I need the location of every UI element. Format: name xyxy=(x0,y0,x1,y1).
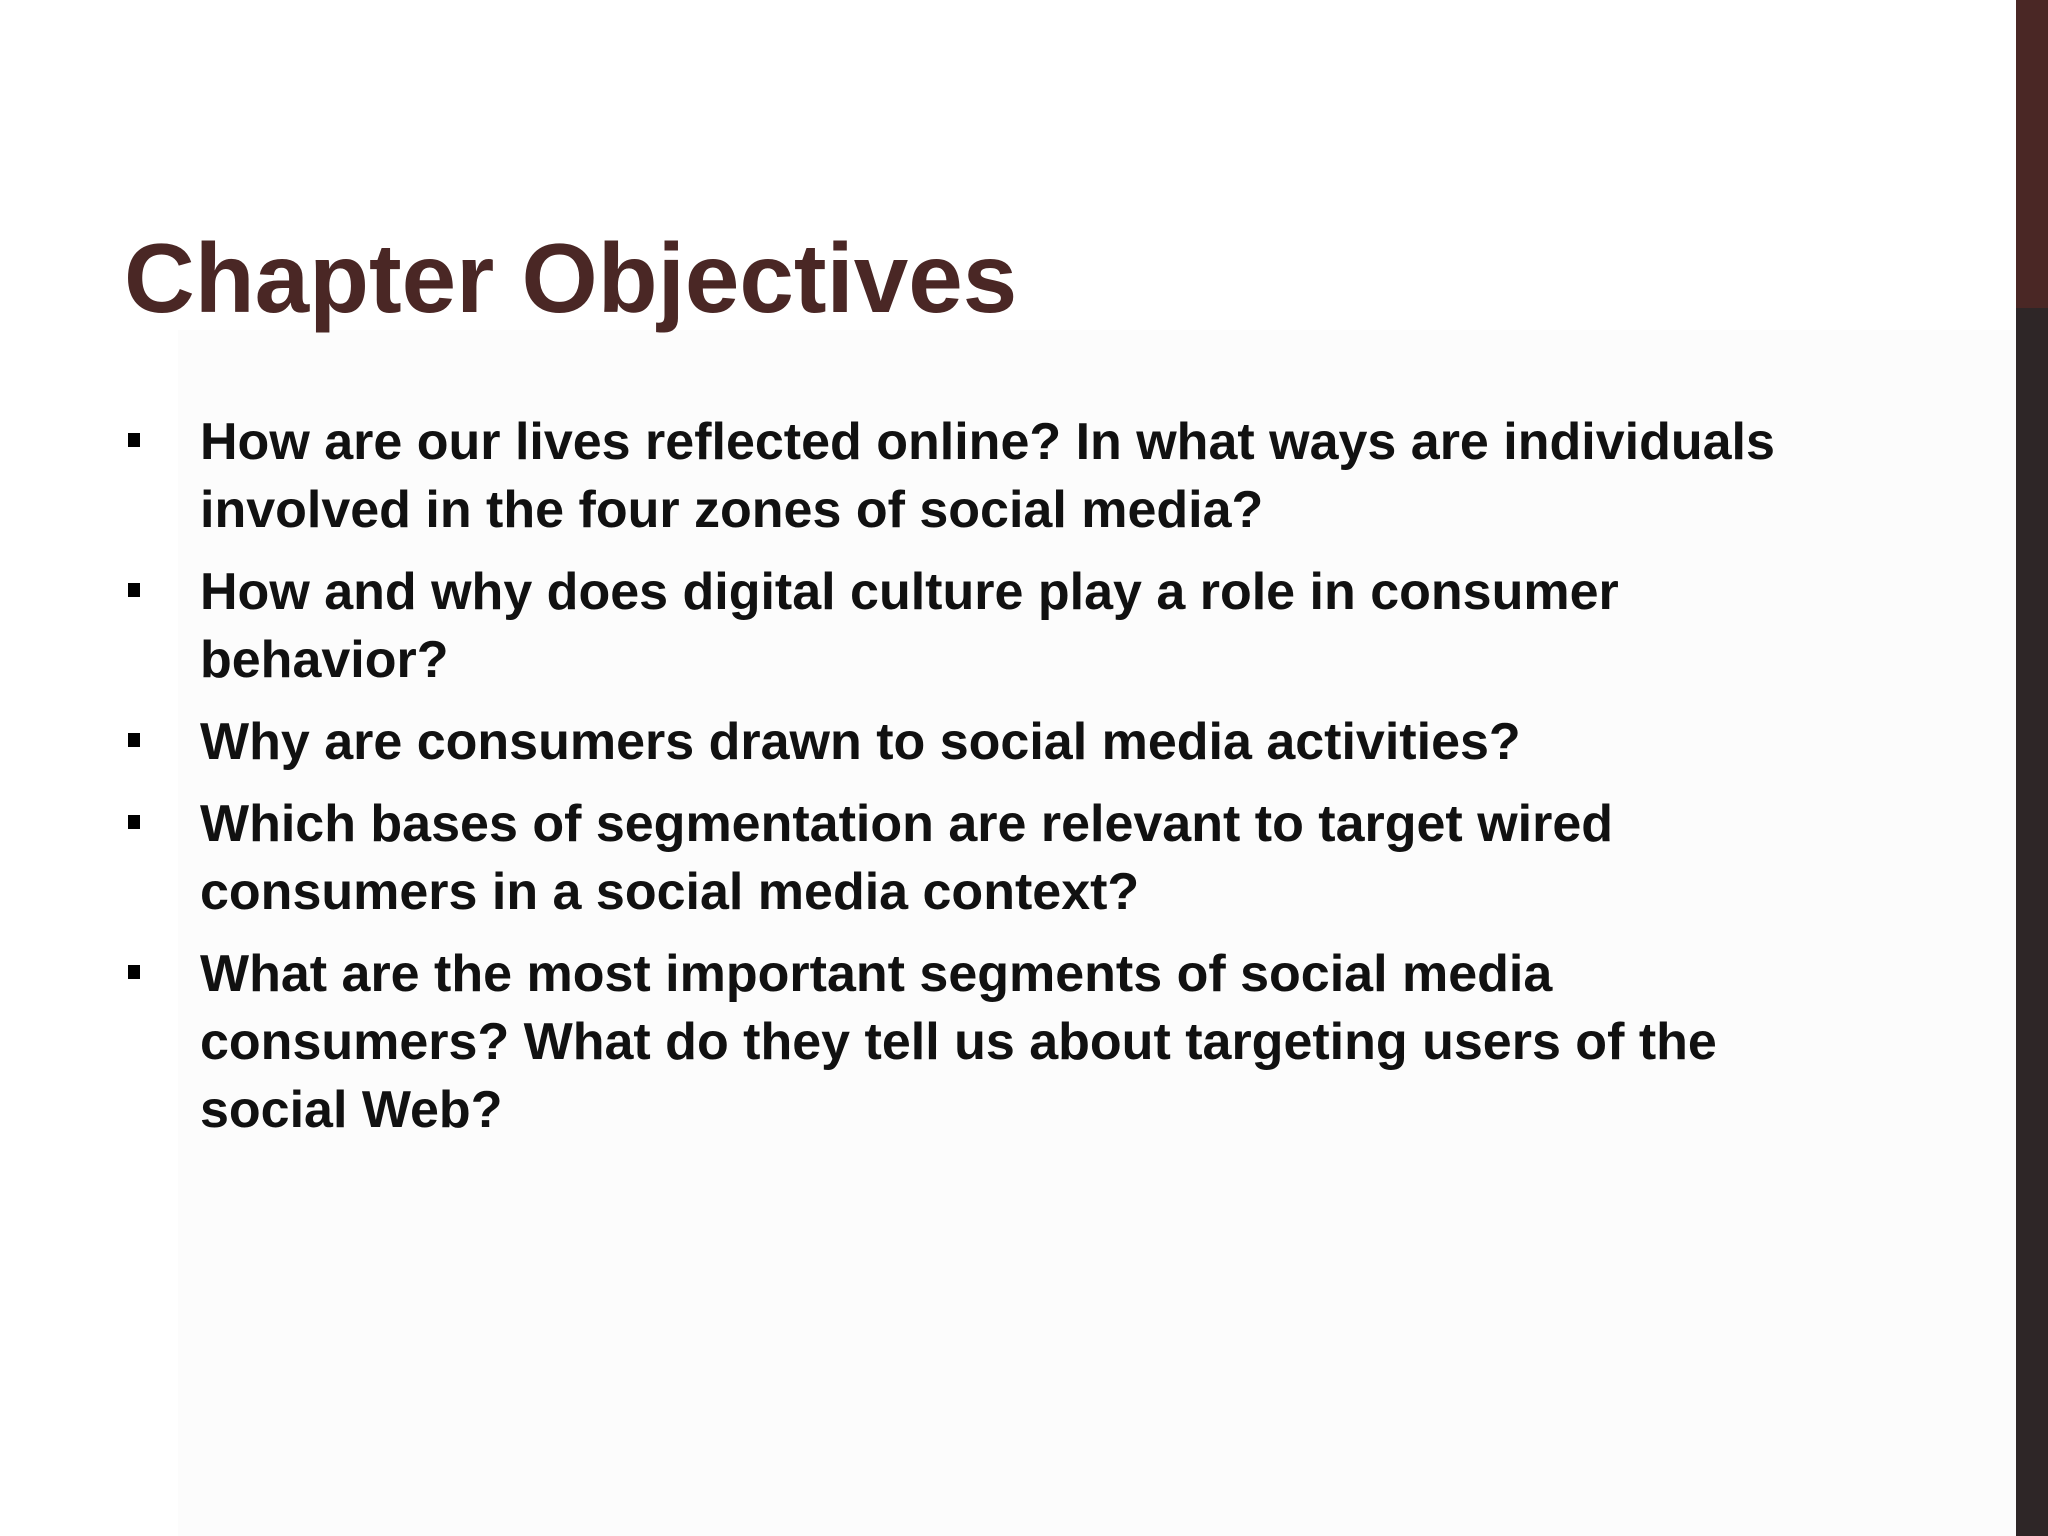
square-bullet-icon xyxy=(128,433,140,447)
bullet-text: How and why does digital culture play a role in consumer behavior? xyxy=(200,563,1619,689)
square-bullet-icon xyxy=(128,583,140,597)
bullet-text: Which bases of segmentation are relevant to target wired consumers in a social media context? xyxy=(200,795,1614,921)
square-bullet-icon xyxy=(128,733,140,747)
list-item xyxy=(124,408,1824,544)
list-item xyxy=(124,790,1824,926)
bullet-text: What are the most important segments of social media consumers? What do they tell us about targeting users of the social Web? xyxy=(200,945,1717,1139)
list-item xyxy=(124,558,1824,694)
bullet-text: Why are consumers drawn to social media activities? xyxy=(200,713,1521,771)
list-item xyxy=(124,708,1824,776)
objectives-list xyxy=(124,408,1824,1158)
bullet-text: How are our lives reflected online? In what ways are individuals involved in the four zones of social media? xyxy=(200,413,1775,539)
slide-title: Chapter Objectives xyxy=(124,223,1018,333)
square-bullet-icon xyxy=(128,965,140,979)
list-item xyxy=(124,940,1824,1144)
square-bullet-icon xyxy=(128,815,140,829)
side-accent-block xyxy=(2016,0,2048,308)
